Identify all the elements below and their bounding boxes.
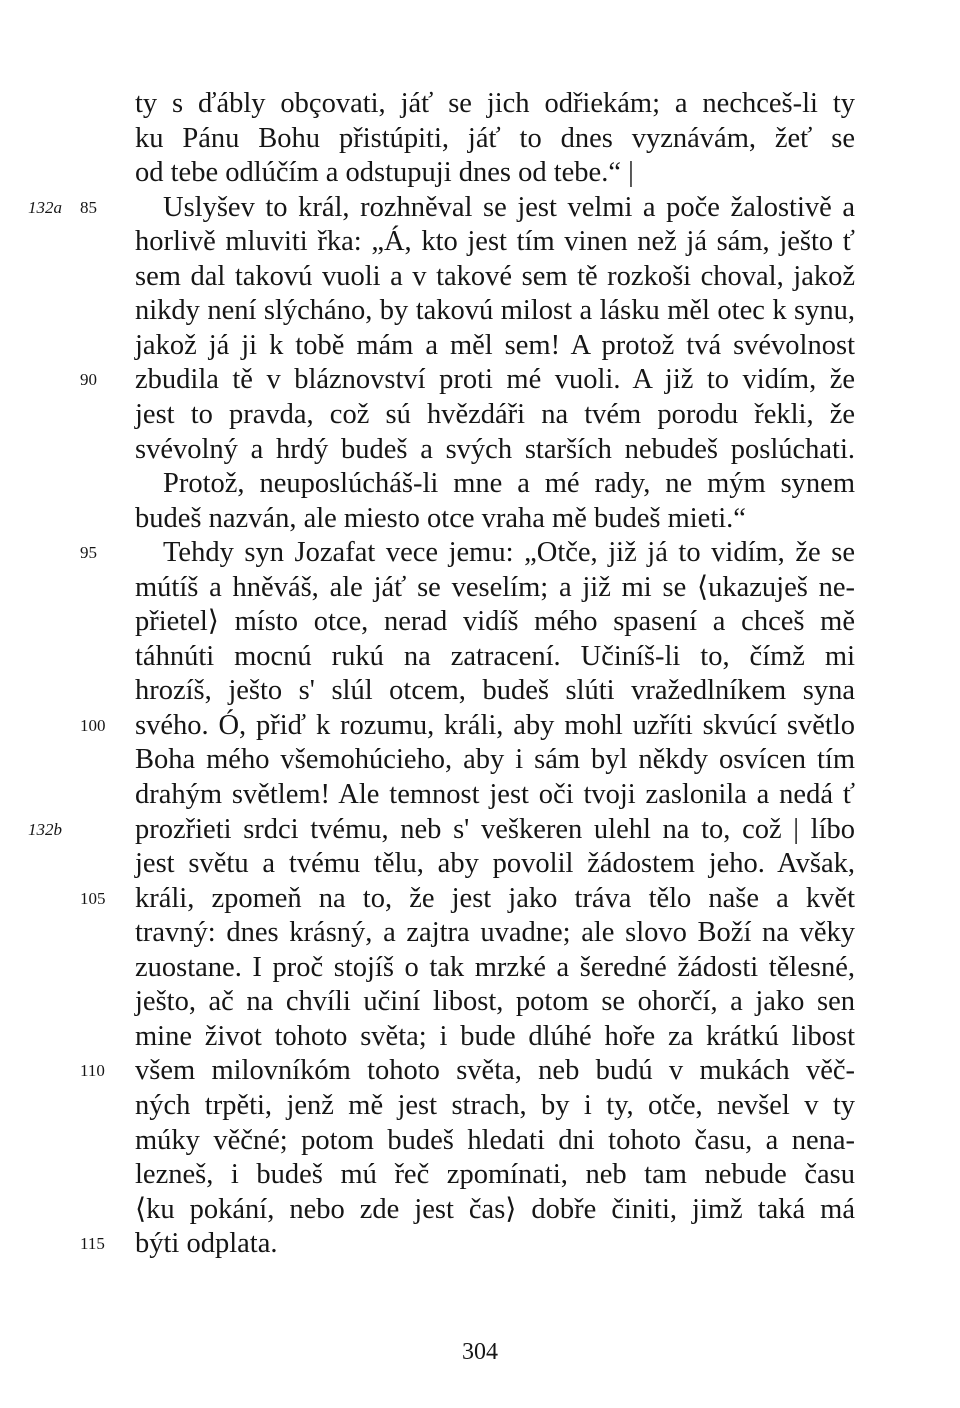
- text-line: ⟨ku pokání, nebo zde jest čas⟩ dobře činiti, jimž taká má: [135, 1194, 855, 1225]
- line-number: 95: [80, 543, 97, 562]
- text-line: nikdy není slýcháno, by takovú milost a lásku měl otec k synu,: [135, 295, 855, 326]
- text-line: králi, zpomeň na to, že jest jako tráva tělo naše a květ: [135, 883, 855, 914]
- text-line: hrozíš, ješto s' slúl otcem, budeš slúti vražedlníkem syna: [135, 675, 855, 706]
- text-line: budeš nazván, ale miesto otce vraha mě budeš mieti.“: [135, 503, 746, 534]
- text-line: svévolný a hrdý budeš a svých starších nebudeš poslúchati.: [135, 434, 855, 465]
- text-line: Uslyšev to král, rozhněval se jest velmi a poče žalostivě a: [163, 192, 855, 223]
- text-line: jakož já ji k tobě mám a měl sem! A protož tvá svévolnost: [135, 330, 855, 361]
- line-number: 90: [80, 370, 97, 389]
- text-line: jest světu a tvému tělu, aby povolil žádostem jeho. Avšak,: [135, 848, 855, 879]
- text-line: lezneš, i budeš mú řeč zpomínati, neb tam nebude času: [135, 1159, 855, 1190]
- text-line: zbudila tě v bláznovství proti mé vuoli. A již to vidím, že: [135, 364, 855, 395]
- text-line: ku Pánu Bohu přistúpiti, jáť to dnes vyznávám, žeť se: [135, 123, 855, 154]
- text-line: všem milovníkóm tohoto světa, neb budú v mukách věč-: [135, 1055, 855, 1086]
- text-line: mine život tohoto světa; i bude dlúhé hoře za krátkú libost: [135, 1021, 855, 1052]
- text-line: drahým světlem! Ale temnost jest oči tvoji zaslonila a nedá ť: [135, 779, 855, 810]
- text-line: Tehdy syn Jozafat vece jemu: „Otče, již já to vidím, že se: [163, 537, 855, 568]
- text-line: Boha mého všemohúcieho, aby i sám byl někdy osvícen tím: [135, 744, 855, 775]
- text-line: ješto, ač na chvíli učiní libost, potom se ohorčí, a jako sen: [135, 986, 855, 1017]
- line-number: 115: [80, 1234, 105, 1253]
- line-number: 110: [80, 1061, 105, 1080]
- manuscript-folio-ref: 132a: [28, 198, 62, 217]
- text-line: Protož, neuposlúcháš-li mne a mé rady, ne mým synem: [163, 468, 855, 499]
- text-line: travný: dnes krásný, a zajtra uvadne; ale slovo Boží na věky: [135, 917, 855, 948]
- line-number: 85: [80, 198, 97, 217]
- line-number: 105: [80, 889, 106, 908]
- text-line: zuostane. I proč stojíš o tak mrzké a šeredné žádosti tělesné,: [135, 952, 855, 983]
- text-line: mútíš a hněváš, ale jáť se veselím; a již mi se ⟨ukazuješ ne-: [135, 572, 855, 603]
- page-number: 304: [462, 1339, 498, 1365]
- text-line: jest to pravda, což sú hvězdáři na tvém porodu řekli, že: [135, 399, 855, 430]
- text-line: svého. Ó, přiď k rozumu, králi, aby mohl uzříti skvúcí světlo: [135, 710, 855, 741]
- text-line: prozřieti srdci tvému, neb s' veškeren ulehl na to, což | líbo: [135, 814, 855, 845]
- line-number: 100: [80, 716, 106, 735]
- text-line: horlivě mluviti řka: „Á, kto jest tím vinen než já sám, ješto ť: [135, 226, 855, 257]
- text-line: ných trpěti, jenž mě jest strach, by i ty, otče, nevšel v ty: [135, 1090, 855, 1121]
- text-line: sem dal takovú vuoli a v takové sem tě rozkoši choval, jakož: [135, 261, 855, 292]
- text-line: ty s ďábly obçovati, jáť se jich odřiekám; a nechceš-li ty: [135, 88, 855, 119]
- text-line: múky věčné; potom budeš hledati dni tohoto času, a nena-: [135, 1125, 855, 1156]
- text-line: býti odplata.: [135, 1228, 278, 1259]
- manuscript-folio-ref: 132b: [28, 820, 62, 839]
- text-line: přietel⟩ místo otce, nerad vidíš mého spasení a chceš mě: [135, 606, 855, 637]
- text-line: od tebe odlúčím a odstupuji dnes od tebe.“ |: [135, 157, 634, 188]
- text-line: táhnúti mocnú rukú na zatracení. Učiníš-li to, čímž mi: [135, 641, 855, 672]
